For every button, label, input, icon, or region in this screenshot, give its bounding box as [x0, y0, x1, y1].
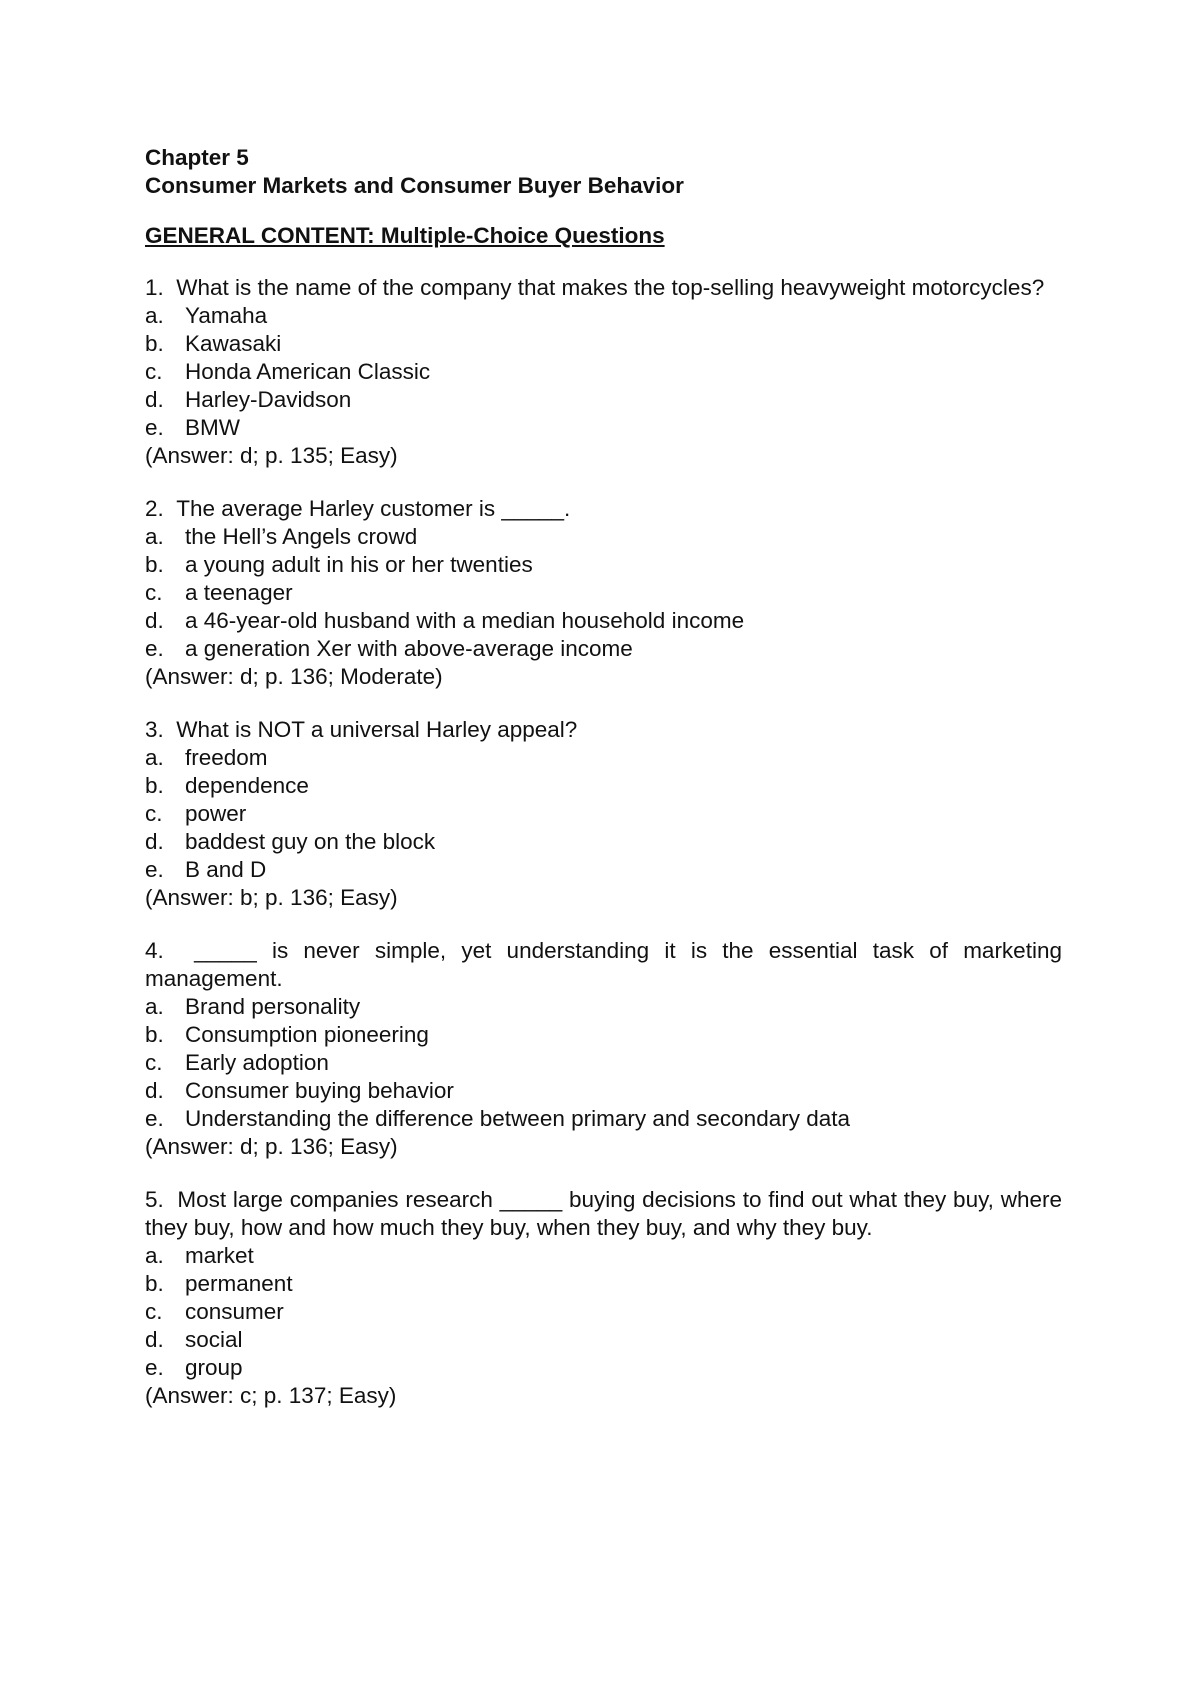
- option-letter: a.: [145, 303, 164, 328]
- question-number: 1.: [145, 275, 164, 300]
- answer-options: [145, 993, 1062, 1133]
- question-text: What is NOT a universal Harley appeal?: [176, 717, 578, 742]
- option-letter: d.: [145, 387, 164, 412]
- answer-option: [145, 302, 1062, 330]
- option-text: Consumption pioneering: [185, 1022, 429, 1047]
- option-text: power: [185, 801, 247, 826]
- option-text: dependence: [185, 773, 309, 798]
- option-text: freedom: [185, 745, 268, 770]
- question-number: 4.: [145, 938, 164, 963]
- option-letter: b.: [145, 1022, 164, 1047]
- option-text: B and D: [185, 857, 267, 882]
- answer-options: [145, 744, 1062, 884]
- answer-option: [145, 386, 1062, 414]
- option-text: a young adult in his or her twenties: [185, 552, 533, 577]
- option-text: Early adoption: [185, 1050, 329, 1075]
- option-letter: e.: [145, 857, 164, 882]
- answer-option: [145, 1021, 1062, 1049]
- option-letter: e.: [145, 1106, 164, 1131]
- option-text: consumer: [185, 1299, 284, 1324]
- chapter-title: Consumer Markets and Consumer Buyer Behavior: [145, 173, 684, 198]
- option-text: market: [185, 1243, 254, 1268]
- section-title: GENERAL CONTENT: Multiple-Choice Questions: [145, 223, 665, 248]
- answer-option: [145, 1270, 1062, 1298]
- option-letter: b.: [145, 1271, 164, 1296]
- option-letter: b.: [145, 552, 164, 577]
- option-letter: d.: [145, 608, 164, 633]
- option-letter: c.: [145, 359, 163, 384]
- option-text: Harley-Davidson: [185, 387, 352, 412]
- option-letter: c.: [145, 801, 163, 826]
- answer-option: [145, 856, 1062, 884]
- option-text: Kawasaki: [185, 331, 282, 356]
- answer-option: [145, 330, 1062, 358]
- answer-option: [145, 551, 1062, 579]
- question-text: The average Harley customer is _____.: [176, 496, 571, 521]
- question-number: 2.: [145, 496, 164, 521]
- answer-key: (Answer: b; p. 136; Easy): [145, 885, 398, 910]
- option-letter: b.: [145, 773, 164, 798]
- option-letter: a.: [145, 1243, 164, 1268]
- answer-option: [145, 579, 1062, 607]
- option-letter: e.: [145, 1355, 164, 1380]
- answer-option: [145, 523, 1062, 551]
- option-letter: d.: [145, 1327, 164, 1352]
- option-text: the Hell’s Angels crowd: [185, 524, 418, 549]
- option-letter: c.: [145, 1050, 163, 1075]
- option-letter: c.: [145, 580, 163, 605]
- question-text: What is the name of the company that makes the top-selling heavyweight motorcycles?: [176, 275, 1045, 300]
- option-text: a generation Xer with above-average income: [185, 636, 633, 661]
- option-letter: a.: [145, 745, 164, 770]
- question-number: 5.: [145, 1187, 164, 1212]
- answer-option: [145, 358, 1062, 386]
- question-number: 3.: [145, 717, 164, 742]
- question-text: _____ is never simple, yet understanding it is the essential task of marketing management.: [145, 938, 1062, 991]
- chapter-number: Chapter 5: [145, 145, 249, 170]
- question-stem: [145, 716, 1062, 744]
- answer-options: [145, 302, 1062, 442]
- answer-key: (Answer: d; p. 136; Moderate): [145, 664, 443, 689]
- answer-option: [145, 744, 1062, 772]
- option-text: Consumer buying behavior: [185, 1078, 454, 1103]
- question-list: [145, 274, 1062, 1410]
- answer-key: (Answer: d; p. 135; Easy): [145, 443, 398, 468]
- answer-options: [145, 1242, 1062, 1382]
- answer-option: [145, 607, 1062, 635]
- answer-key: (Answer: d; p. 136; Easy): [145, 1134, 398, 1159]
- answer-option: [145, 1105, 1062, 1133]
- answer-option: [145, 772, 1062, 800]
- question-1: [145, 274, 1062, 470]
- question-text: Most large companies research _____ buying decisions to find out what they buy, where they buy, how and how much they buy, when they buy, and why they buy.: [145, 1187, 1062, 1240]
- question-stem: [145, 274, 1062, 302]
- answer-option: [145, 1049, 1062, 1077]
- answer-option: [145, 1354, 1062, 1382]
- question-stem: [145, 937, 1062, 993]
- answer-option: [145, 1242, 1062, 1270]
- answer-option: [145, 1298, 1062, 1326]
- option-letter: e.: [145, 636, 164, 661]
- answer-option: [145, 414, 1062, 442]
- answer-option: [145, 635, 1062, 663]
- question-stem: [145, 495, 1062, 523]
- option-letter: e.: [145, 415, 164, 440]
- answer-option: [145, 993, 1062, 1021]
- option-letter: c.: [145, 1299, 163, 1324]
- question-stem: [145, 1186, 1062, 1242]
- answer-option: [145, 1326, 1062, 1354]
- question-3: [145, 716, 1062, 912]
- option-text: social: [185, 1327, 243, 1352]
- answer-option: [145, 800, 1062, 828]
- option-text: BMW: [185, 415, 240, 440]
- option-letter: b.: [145, 331, 164, 356]
- option-text: Understanding the difference between primary and secondary data: [185, 1106, 851, 1131]
- option-letter: d.: [145, 1078, 164, 1103]
- option-text: Honda American Classic: [185, 359, 431, 384]
- answer-options: [145, 523, 1062, 663]
- question-2: [145, 495, 1062, 691]
- question-5: [145, 1186, 1062, 1410]
- document-page: [145, 144, 1062, 1435]
- option-text: a 46-year-old husband with a median household income: [185, 608, 745, 633]
- question-4: [145, 937, 1062, 1161]
- option-text: permanent: [185, 1271, 293, 1296]
- option-letter: d.: [145, 829, 164, 854]
- option-text: baddest guy on the block: [185, 829, 436, 854]
- option-text: group: [185, 1355, 243, 1380]
- answer-option: [145, 828, 1062, 856]
- option-text: a teenager: [185, 580, 293, 605]
- option-letter: a.: [145, 994, 164, 1019]
- answer-key: (Answer: c; p. 137; Easy): [145, 1383, 397, 1408]
- answer-option: [145, 1077, 1062, 1105]
- option-letter: a.: [145, 524, 164, 549]
- option-text: Yamaha: [185, 303, 268, 328]
- option-text: Brand personality: [185, 994, 361, 1019]
